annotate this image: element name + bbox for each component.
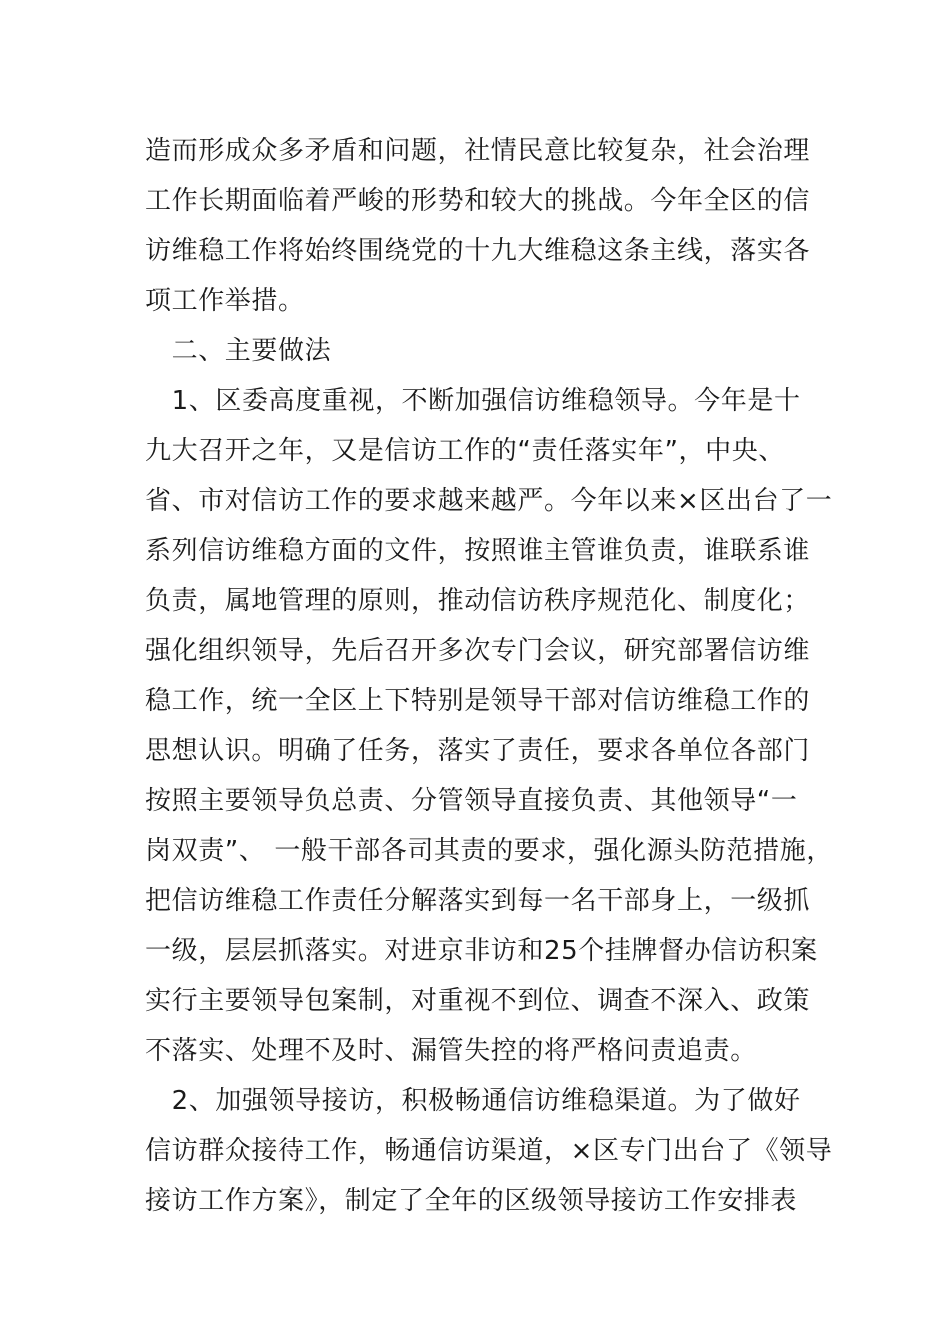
paragraph-line: 信访群众接待工作，畅通信访渠道，×区专门出台了《领导: [145, 1136, 833, 1166]
paragraph-line: 系列信访维稳方面的文件，按照谁主管谁负责，谁联系谁: [145, 536, 811, 566]
paragraph-line: 造而形成众多矛盾和问题，社情民意比较复杂，社会治理: [145, 136, 811, 166]
paragraph-line: 省、市对信访工作的要求越来越严。今年以来×区出台了一: [145, 486, 833, 516]
paragraph-line: 项工作举措。: [145, 286, 305, 316]
paragraph-line: 2、加强领导接访，积极畅通信访维稳渠道。为了做好: [145, 1086, 801, 1116]
paragraph-line: 稳工作，统一全区上下特别是领导干部对信访维稳工作的: [145, 686, 811, 716]
section-heading: 二、主要做法: [145, 336, 332, 366]
paragraph-line: 把信访维稳工作责任分解落实到每一名干部身上，一级抓: [145, 886, 811, 916]
paragraph-line: 九大召开之年，又是信访工作的“责任落实年”，中央、: [145, 436, 785, 466]
paragraph-line: 工作长期面临着严峻的形势和较大的挑战。今年全区的信: [145, 186, 811, 216]
paragraph-line: 接访工作方案》，制定了全年的区级领导接访工作安排表: [145, 1186, 798, 1216]
paragraph-line: 访维稳工作将始终围绕党的十九大维稳这条主线，落实各: [145, 236, 811, 266]
paragraph-line: 按照主要领导负总责、分管领导直接负责、其他领导“一: [145, 786, 798, 816]
paragraph-line: 岗双责”、 一般干部各司其责的要求，强化源头防范措施，: [145, 836, 833, 866]
paragraph-line: 1、区委高度重视，不断加强信访维稳领导。今年是十: [145, 386, 801, 416]
paragraph-line: 不落实、处理不及时、漏管失控的将严格问责追责。: [145, 1036, 757, 1066]
paragraph-line: 负责，属地管理的原则，推动信访秩序规范化、制度化；: [145, 586, 811, 616]
paragraph-line: 强化组织领导，先后召开多次专门会议，研究部署信访维: [145, 636, 811, 666]
paragraph-line: 思想认识。明确了任务，落实了责任，要求各单位各部门: [145, 736, 811, 766]
paragraph-line: 实行主要领导包案制，对重视不到位、调查不深入、政策: [145, 986, 811, 1016]
paragraph-line: 一级，层层抓落实。对进京非访和25个挂牌督办信访积案: [145, 936, 818, 966]
